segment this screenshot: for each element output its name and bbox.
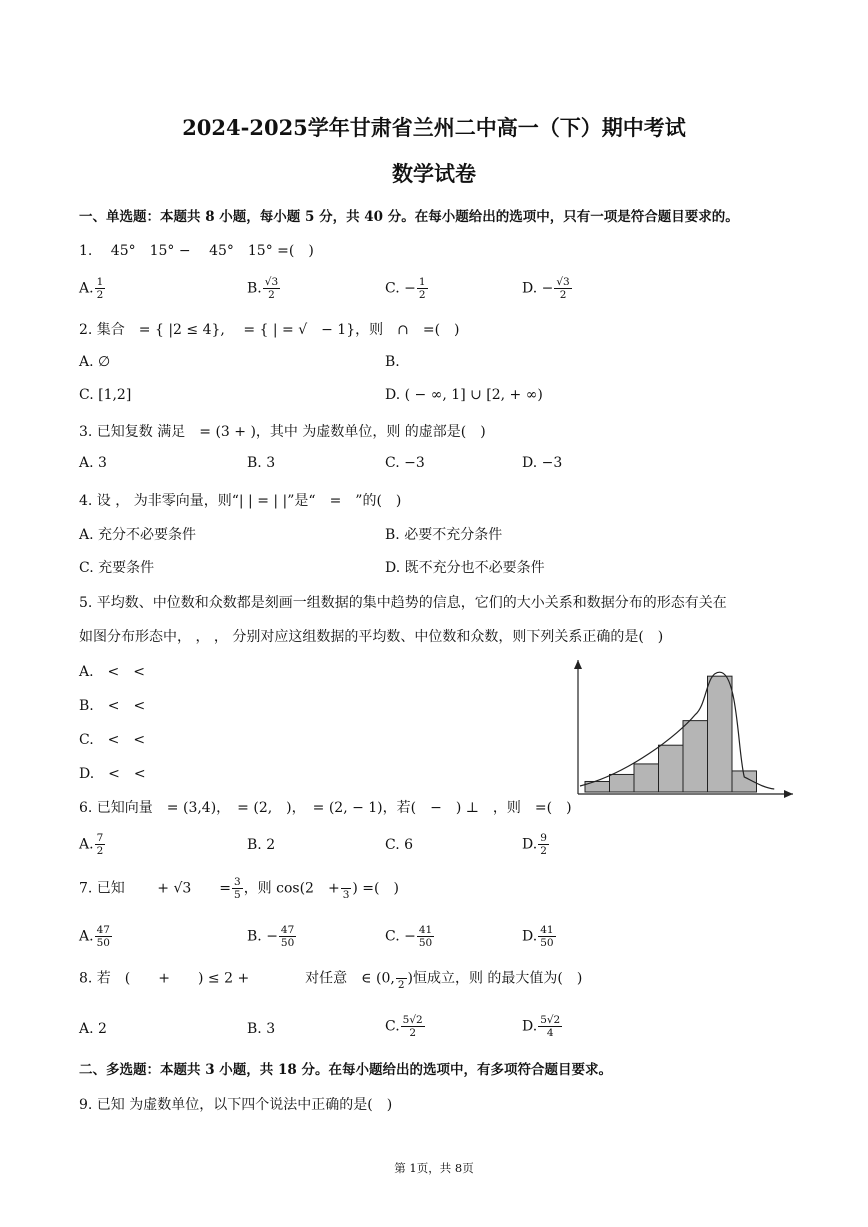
question-6-stem: 6. 已知向量 = (3,4)， = (2, )， = (2, − 1)，若( − ) ⊥ ，则 =( ) [79,800,572,816]
question-8-stem: 8. 若 ( + ) ≤ 2 + 对任意 ∈ (0, 2 )恒成立，则 的最大值为( ) [79,966,582,991]
exam-subtitle: 数学试卷 [392,161,476,186]
question-8-option-d: D. $\frac{5√2}{4}$ [522,1014,561,1039]
question-1-option-b: B. $\frac{√3}{2}$ [247,276,279,301]
question-5-option-c: C. < < [79,732,146,748]
question-7-option-c: C. − $\frac{41}{50}$ [385,924,433,949]
y-axis-arrow [574,660,582,669]
question-4-option-a: A. 充分不必要条件 [79,527,197,543]
question-5-option-d: D. < < [79,766,146,782]
question-4-option-c: C. 充要条件 [79,560,155,576]
question-3-option-c: C. −3 [385,455,425,471]
question-3-stem: 3. 已知复数 满足 = (3 + )，其中 为虚数单位，则 的虚部是( ) [79,424,486,440]
question-3-option-a: A. 3 [79,455,107,471]
question-6-option-c: C. 6 [385,837,414,853]
question-4-option-b: B. 必要不充分条件 [385,527,503,543]
page-footer: 第 1页，共 8页 [394,1161,474,1175]
question-8-option-c: C. $\frac{5√2}{2}$ [385,1014,423,1039]
question-2-option-a: A. ∅ [79,354,111,370]
section-multiple-choice: 二、多选题：本题共 3 小题，共 18 分。在每小题给出的选项中，有多项符合题目要求。 [79,1062,612,1078]
question-9-stem: 9. 已知 为虚数单位，以下四个说法中正确的是( ) [79,1097,393,1113]
exam-title: 2024-2025学年甘肃省兰州二中高一（下）期中考试 [182,115,686,140]
question-6-option-a: A. $\frac{7}{2}$ [79,832,104,857]
question-8-option-b: B. 3 [247,1021,276,1037]
histogram-bar [634,764,659,792]
question-2-stem: 2. 集合 = { |2 ≤ 4}, = { | = √ − 1}，则 ∩ =( ) [79,322,460,338]
question-5-option-b: B. < < [79,698,146,714]
question-4-option-d: D. 既不充分也不必要条件 [385,560,545,576]
question-6-option-b: B. 2 [247,837,276,853]
question-8-option-a: A. 2 [79,1021,107,1037]
section-single-choice: 一、单选题：本题共 8 小题，每小题 5 分，共 40 分。在每小题给出的选项中，只有一项是符合题目要求的。 [79,209,739,225]
question-5-stem-line2: 如图分布形态中， ， ， 分别对应这组数据的平均数、中位数和众数，则下列关系正确的是( ) [79,629,664,645]
question-5-stem-line1: 5. 平均数、中位数和众数都是刻画一组数据的集中趋势的信息，它们的大小关系和数据分布的形态有关在 [79,595,727,611]
question-2-option-c: C. [1,2] [79,387,132,403]
histogram-bar [683,721,708,792]
question-4-stem: 4. 设 ， 为非零向量，则“| | = | |”是“ = ”的( ) [79,493,402,509]
question-2-option-b: B. [385,354,400,370]
question-3-option-d: D. −3 [522,455,563,471]
question-3-option-b: B. 3 [247,455,276,471]
question-7-stem: 7. 已知 + √3 = $\frac{3}{5}$ ，则 cos(2 + 3 ) =( ) [79,876,399,901]
question-1-option-a: A. $\frac{1}{2}$ [79,276,104,301]
distribution-histogram-figure [568,655,798,803]
question-6-option-d: D. $\frac{9}{2}$ [522,832,547,857]
histogram-bar [708,676,733,792]
question-1-option-d: D. − $\frac{√3}{2}$ [522,276,570,301]
question-5-option-a: A. < < [79,664,146,680]
question-1-stem: 1. 45° 15° − 45° 15° =( ) [79,243,314,259]
histogram-bar [610,774,635,792]
question-7-option-b: B. − $\frac{47}{50}$ [247,924,295,949]
x-axis-arrow [784,790,793,798]
question-2-option-d: D. ( − ∞, 1] ∪ [2, + ∞) [385,387,543,403]
question-7-option-d: D. $\frac{41}{50}$ [522,924,554,949]
question-1-option-c: C. − $\frac{1}{2}$ [385,276,426,301]
question-7-option-a: A. $\frac{47}{50}$ [79,924,110,949]
histogram-bar [659,745,684,792]
